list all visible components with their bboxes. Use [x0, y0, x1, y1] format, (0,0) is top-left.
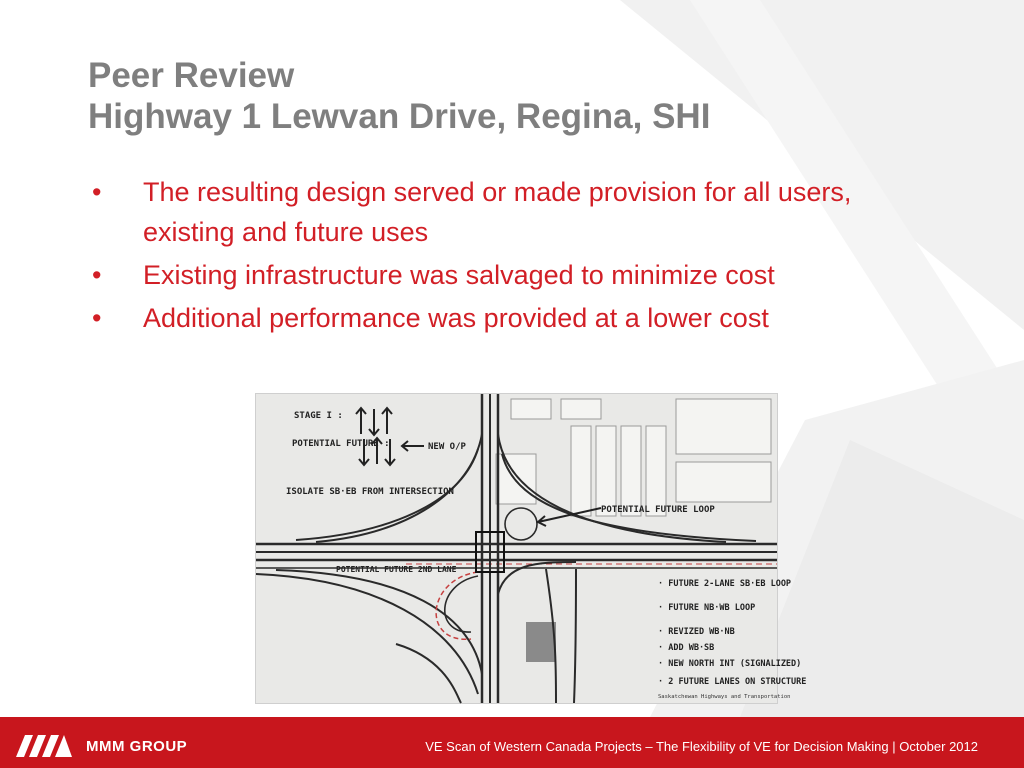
title-line-1: Peer Review [88, 56, 295, 95]
lewvan-drive [482, 394, 498, 703]
bullet-item [92, 255, 912, 295]
footer-bar [0, 717, 1024, 768]
footer-caption: VE Scan of Western Canada Projects – The Flexibility of VE for Decision Making | October 2012 [425, 739, 978, 754]
note-item: · FUTURE NB·WB LOOP [658, 603, 756, 613]
bullet-icon: • [92, 260, 102, 290]
note-item: · ADD WB·SB [658, 643, 715, 653]
annotation-potential-future: POTENTIAL FUTURE : [292, 439, 390, 449]
title-line-2: Highway 1 Lewvan Drive, Regina, SHI [88, 97, 711, 136]
highway-1 [256, 544, 777, 568]
bullet-item [92, 298, 912, 338]
map-credit: Saskatchewan Highways and Transportation [658, 694, 791, 700]
future-loop [505, 508, 537, 540]
bullet-item [92, 172, 912, 252]
note-item: · 2 FUTURE LANES ON STRUCTURE [658, 677, 807, 687]
bullet-text: Additional performance was provided at a lower cost [143, 303, 769, 333]
annotation-future-loop: POTENTIAL FUTURE LOOP [601, 505, 715, 515]
annotation-new-op: NEW O/P [428, 442, 466, 452]
slide-title [88, 55, 908, 137]
annotation-isolate: ISOLATE SB·EB FROM INTERSECTION [286, 487, 454, 497]
bullet-icon: • [92, 177, 102, 207]
annotation-future-2nd-lane: POTENTIAL FUTURE 2ND LANE [336, 565, 457, 574]
bullet-list [92, 172, 912, 341]
bullet-icon: • [92, 303, 102, 333]
annotation-stage: STAGE I : [294, 411, 343, 421]
note-item: · NEW NORTH INT (SIGNALIZED) [658, 659, 802, 669]
logo-mark-icon [16, 735, 78, 757]
mmm-group-logo [16, 735, 187, 757]
note-item: · REVIZED WB·NB [658, 627, 735, 637]
field-patch [526, 622, 556, 662]
bullet-text: The resulting design served or made provision for all users, existing and future uses [143, 177, 852, 247]
interchange-plan-image [255, 393, 807, 704]
bullet-text: Existing infrastructure was salvaged to minimize cost [143, 260, 775, 290]
arrow-symbols [356, 408, 601, 526]
note-item: · FUTURE 2-LANE SB·EB LOOP [658, 579, 792, 589]
logo-text: MMM GROUP [86, 737, 188, 755]
